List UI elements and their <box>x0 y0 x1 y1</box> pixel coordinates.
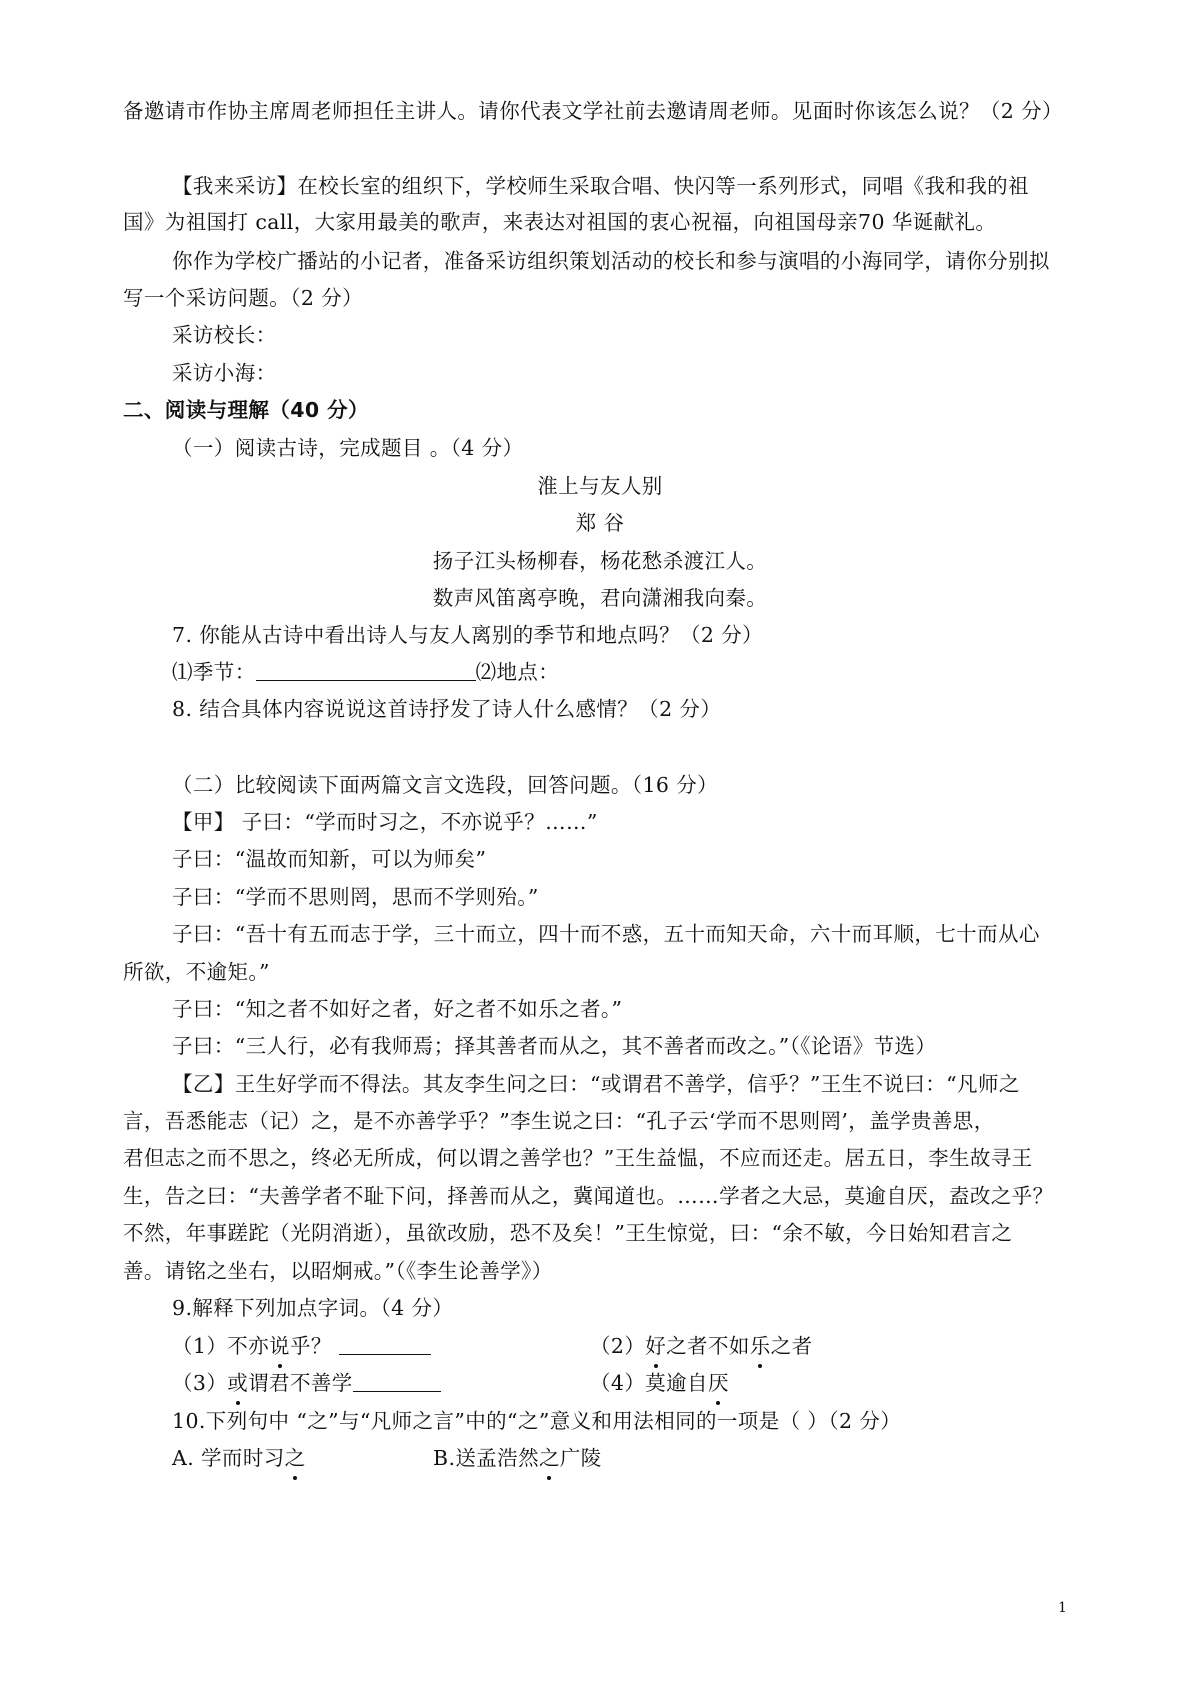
dotted-char: 好 <box>645 1331 666 1361</box>
dotted-char: 或 <box>227 1368 248 1398</box>
subsection-heading: （一）阅读古诗，完成题目 。（4 分） <box>172 436 524 460</box>
question-9-item-3 <box>172 1368 441 1398</box>
classical-text-line: 子曰：“温故而知新，可以为师矣” <box>172 847 487 871</box>
classical-text-line: 子曰：“吾十有五而志于学，三十而立，四十而不惑，五十而知天命，六十而耳顺，七十而从心 <box>172 922 1040 946</box>
passage-b-line: 不然，年事蹉跎（光阴消逝），虽欲改励，恐不及矣！”王生惊觉，曰：“余不敏，今日始知君言之 <box>123 1221 1013 1245</box>
poem-author: 郑 谷 <box>575 511 625 535</box>
poem-line: 数声风笛离亭晚，君向潇湘我向秦。 <box>432 586 768 610</box>
option-text: 广陵 <box>559 1446 602 1470</box>
dotted-char: 之 <box>285 1443 306 1473</box>
passage-b-line: 善。请铭之坐右，以昭炯戒。”（《李生论善学》） <box>123 1259 553 1283</box>
item-text: （3） <box>172 1371 228 1395</box>
intro-text-line: 备邀请市作协主席周老师担任主讲人。请你代表文学社前去邀请周老师。见面时你该怎么说？（2 分） <box>123 99 1063 123</box>
classical-text-line: 子曰：“学而不思则罔，思而不学则殆。” <box>172 885 539 909</box>
option-b <box>433 1443 602 1473</box>
section-heading: 二、阅读与理解（40 分） <box>123 398 369 422</box>
dotted-char: 厌 <box>708 1368 729 1398</box>
item-text: 乎？ <box>289 1334 332 1358</box>
interview-task-line: 你作为学校广播站的小记者，准备采访组织策划活动的校长和参与演唱的小海同学，请你分别拟 <box>172 249 1050 273</box>
answer-blank[interactable] <box>339 1334 431 1355</box>
question-9-item-2 <box>590 1331 812 1361</box>
question-8: 8. 结合具体内容说说这首诗抒发了诗人什么感情？（2 分） <box>172 697 722 721</box>
classical-text-line: 【甲】 子曰：“学而时习之，不亦说乎？……” <box>172 810 598 834</box>
season-label: ⑴季节： <box>172 660 256 684</box>
dotted-char: 之 <box>539 1443 560 1473</box>
item-text: 之者 <box>770 1334 813 1358</box>
item-text: 之者不如 <box>666 1334 750 1358</box>
poem-title: 淮上与友人别 <box>537 474 663 498</box>
interview-xiaohai-label: 采访小海： <box>172 361 277 385</box>
option-text: A. 学而时习 <box>172 1446 285 1470</box>
passage-b-line: 言，吾悉能志（记）之，是不亦善学乎？”李生说之曰：“孔子云‘学而不思则罔’，盖学贵善思， <box>123 1109 995 1133</box>
interview-task-line: 国》为祖国打 call，大家用最美的歌声，来表达对祖国的衷心祝福，向祖国母亲70 华诞献礼。 <box>123 210 997 234</box>
poem-line: 扬子江头杨柳春，杨花愁杀渡江人。 <box>432 549 768 573</box>
passage-b-line: 生，告之曰：“夫善学者不耻下问，择善而从之，冀闻道也。……学者之大忌，莫逾自厌，盍改之乎？ <box>123 1184 1054 1208</box>
classical-text-line: 子曰：“知之者不如好之者，好之者不如乐之者。” <box>172 997 623 1021</box>
dotted-char: 说 <box>269 1331 290 1361</box>
option-text: B.送孟浩然 <box>433 1446 539 1470</box>
item-text: （1）不亦 <box>172 1334 270 1358</box>
interview-task-line: 【我来采访】在校长室的组织下，学校师生采取合唱、快闪等一系列形式，同唱《我和我的祖 <box>172 174 1029 198</box>
season-answer-blank[interactable] <box>256 660 476 681</box>
item-text: （4）莫逾自 <box>590 1371 708 1395</box>
interview-principal-label: 采访校长： <box>172 323 277 347</box>
item-text: （2） <box>590 1334 646 1358</box>
place-label: ⑵地点： <box>475 660 560 684</box>
question-9: 9.解释下列加点字词。（4 分） <box>172 1296 454 1320</box>
question-7: 7. 你能从古诗中看出诗人与友人离别的季节和地点吗？（2 分） <box>172 623 764 647</box>
answer-blank[interactable] <box>353 1371 441 1392</box>
question-9-item-4 <box>590 1368 729 1398</box>
passage-b-line: 【乙】王生好学而不得法。其友李生问之曰：“或谓君不善学，信乎？”王生不说曰：“凡师之 <box>172 1072 1020 1096</box>
question-7-answer-row <box>172 657 559 687</box>
passage-b-line: 君但志之而不思之，终必无所成，何以谓之善学也？”王生益愠，不应而还走。居五日，李生故寻王 <box>123 1146 1033 1170</box>
classical-text-line: 子曰：“三人行，必有我师焉；择其善者而从之，其不善者而改之。”（《论语》节选） <box>172 1034 937 1058</box>
item-text: 谓君不善学 <box>248 1371 353 1395</box>
question-10: 10.下列句中 “之”与“凡师之言”中的“之”意义和用法相同的一项是（ ）（2 分） <box>172 1409 902 1433</box>
page-number: 1 <box>1058 1600 1067 1616</box>
classical-text-line: 所欲，不逾矩。” <box>123 960 270 984</box>
subsection-heading: （二）比较阅读下面两篇文言文选段，回答问题。（16 分） <box>172 773 719 797</box>
question-9-item-1 <box>172 1331 431 1361</box>
interview-task-line: 写一个采访问题。（2 分） <box>123 286 364 310</box>
option-a <box>172 1443 306 1473</box>
dotted-char: 乐 <box>750 1331 771 1361</box>
